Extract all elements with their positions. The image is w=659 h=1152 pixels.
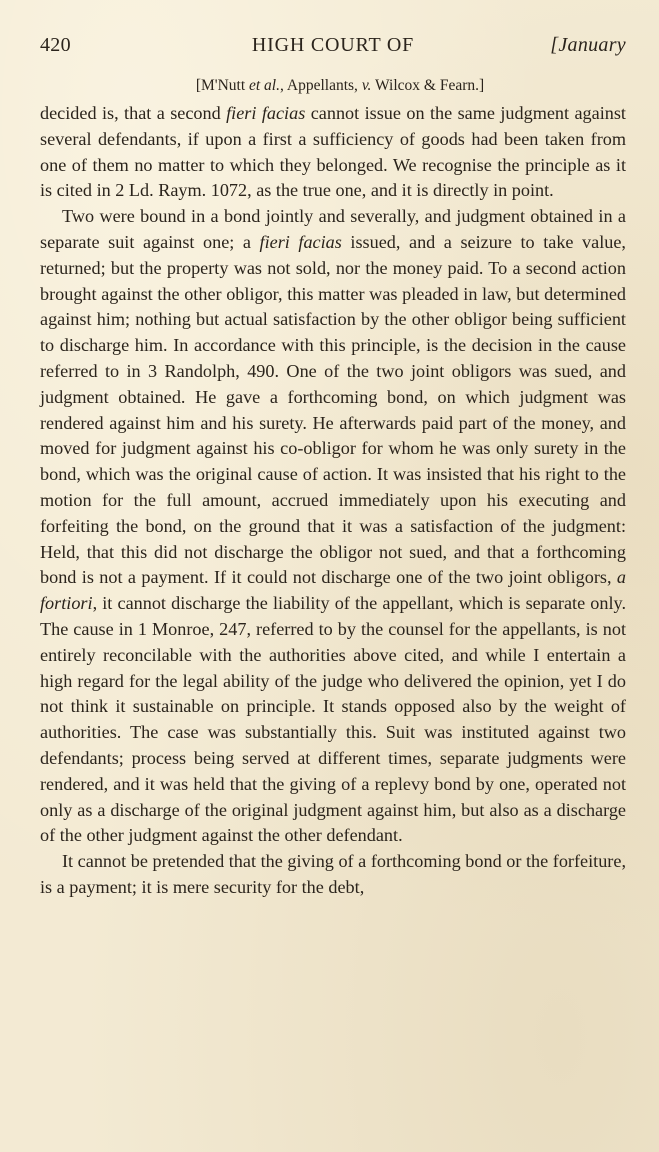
- case-caption-mid: , Appellants,: [280, 77, 362, 94]
- paragraph-text: It cannot be pretended that the giving of a forthcoming bond or the forfeiture, is a payment; it is mere security for the debt,: [40, 851, 626, 897]
- paragraph-text: cannot issue on the same judgment against several defendants, if upon a first a sufficiency of goods had been taken from one of them no matter to which they belonged. We recognise the principle as it is cited in 2 Ld. Raym. 1072, as the true one, and it is directly in point.: [40, 103, 626, 201]
- paragraph: [40, 101, 626, 204]
- paragraph-text: decided is, that a second: [40, 103, 227, 123]
- paragraph-text: Two were bound in a bond jointly and severally, and judgment obtained in a separate suit against one; a: [40, 206, 626, 252]
- month-label: [January: [550, 34, 626, 56]
- italic-term: fieri facias: [259, 231, 342, 252]
- paragraph: [40, 849, 626, 901]
- paragraph-text: , it cannot discharge the liability of the appellant, which is separate only. The cause in 1 Monroe, 247, referred to by the counsel for the appellants, is not entirely reconcilable with the authorities above cited, and while I entertain a high regard for the legal ability of the judge who delivered the opinion, yet I do not think it sustainable on principle. It stands opposed also by the weight of authorities. The case was substantially this. Suit was instituted against two defendants; process being served at different times, separate judgments were rendered, and it was held that the giving of a replevy bond by one, operated not only as a discharge of the original judgment against him, but also as a discharge of the other judgment against the other defendant.: [40, 593, 626, 846]
- paragraph-text: issued, and a seizure to take value, returned; but the property was not sold, nor the money paid. To a second action brought against the other obligor, this matter was pleaded in law, but determined against him; nothing but actual satisfaction by the other obligor being sufficient to discharge him. In accordance with this principle, is the decision in the cause referred to in 3 Randolph, 490. One of the two joint obligors was sued, and judgment obtained. He gave a forthcoming bond, on which judgment was rendered against him and his surety. He afterwards paid part of the money, and moved for judgment against his co-obligor for whom he was only surety in the bond, which was the original cause of action. It was insisted that his right to the motion for the full amount, accrued immediately upon his executing and forfeiting the bond, on the ground that it was a satisfaction of the judgment: Held, that this did not discharge the obligor not sued, and that a forthcoming bond is not a payment. If it could not discharge one of the two joint obligors,: [40, 231, 626, 588]
- case-caption-et-al: et al.: [249, 77, 280, 94]
- opinion-text: [40, 101, 626, 901]
- court-title: HIGH COURT OF: [251, 34, 415, 56]
- case-caption-versus: v.: [361, 77, 372, 94]
- italic-term: fieri facias: [226, 103, 306, 123]
- case-caption: [54, 77, 626, 101]
- case-caption-prefix: [M'Nutt: [195, 77, 249, 94]
- case-caption-suffix: Wilcox & Fearn.]: [371, 77, 485, 94]
- italic-term: a fortiori: [40, 567, 626, 614]
- paragraph: [40, 204, 626, 849]
- book-page: [40, 34, 626, 901]
- page-number: 420: [40, 34, 71, 56]
- running-head: [40, 34, 626, 64]
